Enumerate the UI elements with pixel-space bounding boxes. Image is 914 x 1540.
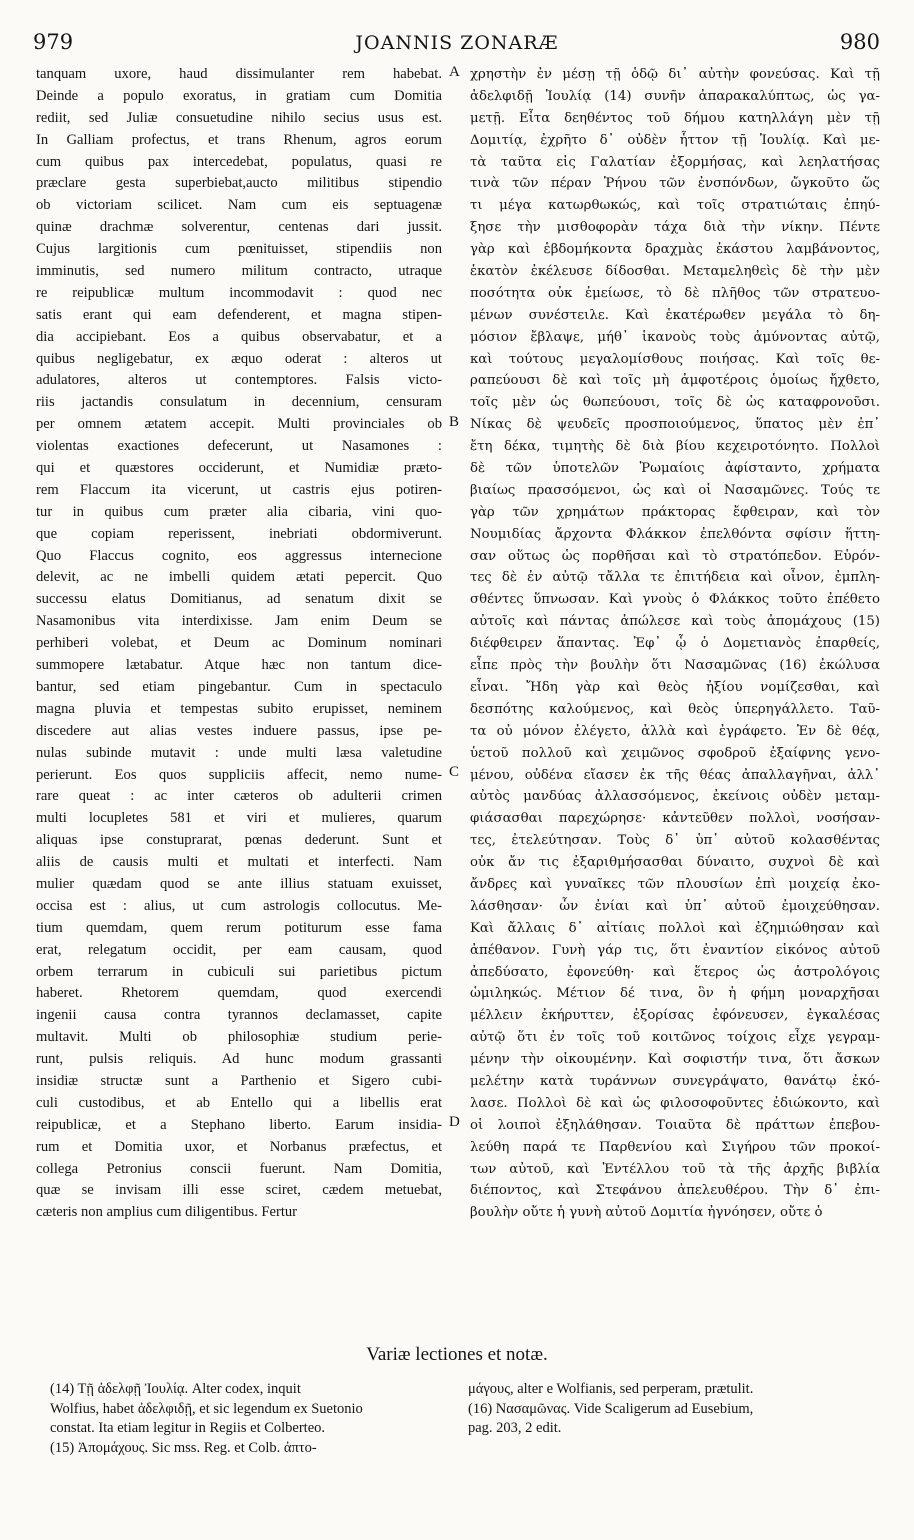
- latin-text-line: riis jactandis consulatum in decennium, censuram: [36, 394, 442, 411]
- greek-text-line: μένων συνέστειλε. Καὶ ἑκατέρωθεν μεγάλα τὸ δη-: [470, 307, 880, 323]
- latin-text-line: delevit, ac ne imbelli quidem ætati pepercit. Quo: [36, 569, 442, 586]
- greek-text-line: μετῇ. Εἶτα δεηθέντος τοῦ δήμου κατηλλάγη μὲν τῇ: [470, 110, 880, 126]
- greek-text-line: τοῖς μὲν ὡς θωπεύουσι, τοῖς δὲ ὡς καταφρονοῦσι.: [470, 395, 880, 411]
- greek-text-line: τι μέγα κατωρθωκώς, καὶ τοῖς στρατιώταις ἐπηύ-: [470, 198, 880, 214]
- latin-text-line: mulier quædam quod se ante illius statuam exuisset,: [36, 875, 442, 892]
- latin-text-line: successu elatus Domitianus, ad senatum dixit se: [36, 591, 442, 608]
- page-number-left: 979: [33, 30, 74, 54]
- notes-right-column: [468, 1380, 888, 1439]
- note-line: μάγους, alter e Wolfianis, sed perperam, prætulit.: [468, 1381, 754, 1397]
- greek-text-line: Καὶ ἄλλαις δ᾽ αἰτίαις πολλοὶ καὶ ἐζημιώθησαν καὶ: [470, 920, 880, 936]
- greek-text-line: καὶ τούτους μεγαλομίσθους ποιήσας. Καὶ τοῖς θε-: [470, 351, 880, 367]
- latin-text-line: insidiæ structæ sunt a Parthenio et Sigero cubi-: [36, 1072, 442, 1089]
- greek-text-line: τὰ ταῦτα εἰς Γαλατίαν ἐξορμήσας, καὶ λεηλατήσας: [470, 154, 880, 170]
- running-title: JOANNIS ZONARÆ: [355, 32, 559, 54]
- greek-text-line: ἀπεδύσατο, ἐφονεύθη· καὶ ἕτερος ὡς ἀστρολόγοις: [470, 964, 880, 980]
- latin-text-line: erat, relegatum occidit, per eam causam, quod: [36, 941, 442, 958]
- greek-text-line: εἶπε πρὸς τὴν βουλὴν ὅτι Νασαμῶνας (16) ἐκώλυσα: [470, 658, 880, 674]
- greek-text-line: διέφθειρεν ἅπαντας. Ἐφ᾽ ᾧ ὁ Δομετιανὸς ἐπαρθείς,: [470, 636, 880, 652]
- greek-text-line: ἑκατὸν ἐκέλευσε δίδοσθαι. Μεταμεληθεὶς δὲ τὴν μὲν: [470, 264, 880, 280]
- latin-text-line: haberet. Rhetorem quemdam, quod exercendi: [36, 985, 442, 1002]
- margin-letter-b: B: [449, 414, 460, 430]
- latin-text-line: collega Petronius conscii fuerunt. Nam Domitia,: [36, 1160, 442, 1177]
- latin-text-line: qui et quæstores occiderunt, et Numidiæ præto-: [36, 460, 442, 477]
- greek-text-line: γὰρ καὶ ἑβδομήκοντα δραχμὰς ἑκάστου λαμβάνοντος,: [470, 242, 880, 258]
- notes-left-column: [50, 1380, 454, 1458]
- greek-text-line: μελέτην κατὰ τυράννων συνεγράψατο, θανάτῳ ἐκό-: [470, 1073, 880, 1089]
- greek-text-line: ραπεύουσι δὲ καὶ τοῖς μὴ ἀμφοτέροις ὁμοίως ἤχθετο,: [470, 373, 880, 389]
- greek-text-line: ξησε τὴν μισθοφορὰν τάχα διὰ τὴν νίκην. Πέντε: [470, 220, 880, 236]
- latin-text-line: nulas subinde mutavit : unde multi læsa valetudine: [36, 744, 442, 761]
- greek-text-line: αὐτὸς μανδύας ἀλλασσόμενος, ἐκείνοις οὐδὲν μεταμ-: [470, 789, 880, 805]
- latin-text-line: Nasamonibus vita interdixisse. Jam enim Deum se: [36, 613, 442, 630]
- latin-text-line: perierunt. Eos quos suppliciis affecit, nemo nume-: [36, 766, 442, 783]
- latin-text-line: quæ se invisam illi esse sciret, cædem metuebat,: [36, 1182, 442, 1199]
- greek-text-line: φιάσασθαι παρεχώρησε· κἀντεῦθεν πολλοὶ, νοσήσαν-: [470, 811, 880, 827]
- page-number-right: 980: [839, 30, 880, 54]
- latin-text-line: orbem terrarum in cubiculi sui parietibus pictum: [36, 963, 442, 980]
- greek-text-line: δὲ τῶν ὑποτελῶν Ῥωμαίοις ἀφίσταντο, χρήματα: [470, 461, 880, 477]
- greek-text-line: βουλὴν οὔτε ἡ γυνὴ αὐτοῦ Δομιτία ἠγνόησεν, οὔτε ὁ: [470, 1205, 823, 1221]
- greek-text-line: Νίκας δὲ ψευδεῖς προσποιούμενος, ὕπατος μὲν ἐπ᾽: [470, 417, 880, 433]
- latin-text-line: reipublicæ, et a Stephano liberto. Earum insidia-: [36, 1116, 442, 1133]
- latin-text-line: multi locupletes 581 et viri et mulieres, quarum: [36, 810, 442, 827]
- margin-letter-c: C: [449, 764, 460, 780]
- margin-letter-a: A: [449, 64, 460, 80]
- greek-text-line: ἔτη δέκα, τιμητὴς δὲ διὰ βίου κεχειροτόνητο. Πολλοὶ: [470, 439, 880, 455]
- greek-text-line: αὐτῷ ὅτι ἐν τοῖς τοῦ κοιτῶνος τοίχοις εἶχε γεγραμ-: [470, 1030, 880, 1046]
- latin-text-line: adulatores, alteros ut contemptores. Falsis victo-: [36, 372, 442, 389]
- latin-text-line: cum quibus pax intercedebat, populatus, quasi re: [36, 153, 442, 170]
- greek-text-line: ἀπέθανον. Γυνὴ γάρ τις, ὅτι ἐναντίον εἰκόνος αὐτοῦ: [470, 942, 880, 958]
- latin-text-line: rare queat : ac inter cæteros ob adulterii crimen: [36, 788, 442, 805]
- greek-text-line: εἶναι. Ἤδη γὰρ καὶ θεὸς ἠξίου νομίζεσθαι, καὶ: [470, 679, 880, 695]
- latin-text-line: occisa est : alius, ut cum astrologis collocutus. Me-: [36, 897, 442, 914]
- latin-text-line: Quo Flaccus cognito, eos aggressus internecione: [36, 547, 442, 564]
- latin-text-line: magna pluvia et tempestas subito erupisset, neminem: [36, 700, 442, 717]
- latin-text-line: rum et Domitia uxor, et Norbanus præfectus, et: [36, 1138, 442, 1155]
- latin-text-line: præclare gesta superbiebat,aucto militibus stipendio: [36, 175, 442, 192]
- greek-text-line: των αὐτοῦ, καὶ Ἐντέλλου τοῦ τὰ τῆς ἀρχῆς βιβλία: [470, 1161, 880, 1177]
- latin-text-line: In Galliam profectus, et trans Rhenum, agros eorum: [36, 131, 442, 148]
- margin-letter-d: D: [449, 1114, 460, 1130]
- latin-text-line: per omnem ætatem accepit. Multi provinciales ob: [36, 416, 442, 433]
- greek-text-line: οἱ λοιποὶ ἐξηλάθησαν. Τοιαῦτα δὲ πράττων ἐπεβου-: [470, 1117, 880, 1133]
- latin-text-line: cæteris non amplius cum diligentibus. Fertur: [36, 1204, 298, 1221]
- greek-text-line: ποσότητα οὐκ ἐμείωσε, τὸ δὲ πλῆθος τῶν στρατευο-: [470, 285, 880, 301]
- greek-text-line: μένην τὴν οἰκουμένην. Καὶ σοφιστήν τινα, ὅτι ἄσκων: [470, 1052, 880, 1068]
- latin-text-line: que copiam reperissent, inebriati obdormiverunt.: [36, 525, 442, 542]
- greek-text-line: σαν οὕτως ὡς πορθῆσαι καὶ τὸ στρατόπεδον. Εὑρόν-: [470, 548, 880, 564]
- latin-text-line: ingenii causa contra tyrannos declamasset, capite: [36, 1007, 442, 1024]
- greek-text-line: ἄνδρες καὶ γυναῖκες τῶν πλουσίων ἐπὶ μοιχείᾳ ἐκο-: [470, 876, 880, 892]
- greek-text-line: Δομιτίᾳ, ἐχρῆτο δ᾽ οὐδὲν ἧττον τῇ Ἰουλίᾳ. Καὶ με-: [470, 132, 880, 148]
- note-line: pag. 203, 2 edit.: [468, 1420, 562, 1436]
- latin-column: [36, 64, 442, 1306]
- greek-text-line: μέλλειν ἐκήρυττεν, ἐξορίσας ἐφόνευσεν, ἐγκαλέσας: [470, 1008, 880, 1024]
- greek-text-line: ὡμιληκώς. Μέτιον δέ τινα, ὃν ἡ φήμη μοναρχῆσαι: [470, 986, 880, 1002]
- greek-text-line: μένου, οὐδένα εἴασεν ἐκ τῆς θέας ἀπαλλαγῆναι, ἀλλ᾽: [470, 767, 880, 783]
- page-header: [0, 30, 914, 60]
- note-line: Wolfius, habet ἀδελφιδῇ, et sic legendum ex Suetonio: [50, 1400, 363, 1417]
- latin-text-line: bantur, sed etiam pingebantur. Cum in spectaculo: [36, 678, 442, 695]
- note-line: (15) Ἀπομάχους. Sic mss. Reg. et Colb. ἀπτο-: [50, 1439, 317, 1456]
- note-line: (14) Τῇ ἀδελφῇ Ἰουλίᾳ. Alter codex, inquit: [50, 1381, 301, 1397]
- latin-text-line: dia accipiebant. Eos a quibus observabatur, et a: [36, 328, 442, 345]
- latin-text-line: aliquas ipse constuprarat, pœnas dederunt. Sunt et: [36, 832, 442, 849]
- latin-text-line: rem Flaccum ita vicerunt, ut castris ejus potiren-: [36, 481, 442, 498]
- greek-text-line: τες, ἐτελεύτησαν. Τοὺς δ᾽ ὑπ᾽ αὐτοῦ κολασθέντας: [470, 833, 880, 849]
- greek-text-line: λάσθησαν· ὧν ἐνίαι καὶ ὑπ᾽ αὐτοῦ ἐμοιχεύθησαν.: [470, 898, 880, 914]
- latin-text-line: tium quemdam, quem rerum potiturum esse fama: [36, 919, 442, 936]
- latin-text-line: rediit, sed Juliæ consuetudine nihilo secius usus est.: [36, 109, 442, 126]
- greek-text-line: ὑετοῦ πολλοῦ καὶ χειμῶνος σφοδροῦ ἐξαίφνης γενο-: [470, 745, 880, 761]
- greek-text-line: λασε. Πολλοὶ δὲ καὶ ὡς φιλοσοφοῦντες ἐδιώκοντο, καὶ: [470, 1095, 880, 1111]
- latin-text-line: re reipublicæ multum incommodavit : quod nec: [36, 284, 442, 301]
- greek-text-line: χρηστὴν ἐν μέσῃ τῇ ὁδῷ δι᾽ αὐτὴν φονεύσας. Καὶ τῇ: [470, 67, 880, 82]
- latin-text-line: Deinde a populo exoratus, in gratiam cum Domitia: [36, 87, 442, 104]
- latin-text-line: perhiberi volebat, et Deum ac Dominum nominari: [36, 635, 442, 652]
- latin-text-line: quibus negligebatur, ex æquo oderat : alteros ut: [36, 350, 442, 367]
- greek-text-line: σθέντες ὕπνωσαν. Καὶ γνοὺς ὁ Φλάκκος τοῦτο ἐπέθετο: [470, 592, 880, 608]
- latin-text-line: quinæ drachmæ solverentur, centenas dari jussit.: [36, 219, 442, 236]
- greek-text-line: τες δὲ ἐν αὐτῷ τἄλλα τε ἐπιτήδεια καὶ οἶνον, ἐμπλη-: [470, 570, 880, 586]
- greek-text-line: οὐκ ἄν τις ἐξαριθμήσασθαι δύναιτο, συχνοὶ δὲ καὶ: [470, 855, 880, 871]
- greek-text-line: βιαίως πρασσόμενοι, ὡς καὶ οἱ Νασαμῶνες. Τούς τε: [470, 482, 880, 498]
- latin-text-line: violentas exactiones defecerunt, ut Nasamones :: [36, 438, 442, 455]
- greek-text-line: αὐτοῖς καὶ πάντας ἀπώλεσε καὶ τοὺς ἀπομάχους (15): [470, 614, 880, 630]
- greek-text-line: Νουμιδίας ἄρχοντα Φλάκκον ἐπελθόντα σφίσιν ἥττη-: [470, 526, 880, 542]
- latin-text-line: tanquam uxore, haud dissimulanter rem habebat.: [36, 66, 442, 82]
- greek-column: [470, 64, 880, 1306]
- latin-text-line: imminutis, sed numero militum contracto, utraque: [36, 263, 442, 280]
- greek-text-line: δεσπότης καλούμενος, καὶ θεὸς ὑπερηγάλλετο. Ταῦ-: [470, 701, 880, 717]
- latin-text-line: tur in quibus cum præter alia cibaria, vini quo-: [36, 503, 442, 520]
- note-line: (16) Νασαμῶνας. Vide Scaligerum ad Eusebium,: [468, 1400, 754, 1417]
- latin-text-line: summopere lætabatur. Atque hæc non tantum dice-: [36, 657, 442, 674]
- greek-text-line: μόσιον ἔβλαψε, μήθ᾽ ἱκανοὺς τοὺς ἀμύνοντας αὐτῷ,: [470, 329, 880, 345]
- latin-text-line: runt, pulsis reliquis. Ad hunc modum grassanti: [36, 1051, 442, 1068]
- latin-text-line: multavit. Multi ob philosophiæ studium perie-: [36, 1029, 442, 1046]
- greek-text-line: λεύθη παρά τε Παρθενίου καὶ Σιγήρου τῶν προκοί-: [470, 1139, 880, 1155]
- greek-text-line: τινὰ τῶν πέραν Ῥήνου τῶν ἐνσπόνδων, ὤγκοῦτο ὥς: [470, 176, 880, 192]
- greek-text-line: γὰρ τῶν χρημάτων πράκτορας ἔφθειραν, καὶ τὸν: [470, 504, 880, 520]
- greek-text-line: διέποντος, καὶ Στεφάνου ἀπελευθέρου. Τὴν δ᾽ ἐπι-: [470, 1183, 880, 1199]
- greek-text-line: ἀδελφιδῇ Ἰουλίᾳ (14) συνῆν ἀπαρακαλύπτως, ὡς γα-: [470, 88, 880, 104]
- latin-text-line: satis erant qui eam defenderent, et magna stipen-: [36, 306, 442, 323]
- latin-text-line: discedere aut alias vestes induere passus, ipse pe-: [36, 722, 442, 739]
- notes-title: Variæ lectiones et notæ.: [366, 1344, 548, 1365]
- greek-text-line: τα οὐ μόνον ἐλέγετο, ἀλλὰ καὶ ἐγράφετο. Ἐν δὲ θέᾳ,: [470, 723, 880, 739]
- latin-text-line: Cujus largitionis cum pœnituisset, stipendiis non: [36, 241, 442, 258]
- latin-text-line: ob victoriam scilicet. Nam cum eis septuagenæ: [36, 197, 442, 214]
- latin-text-line: aliis de causis multi et multati et interfecti. Nam: [36, 854, 442, 871]
- latin-text-line: culi custodibus, et ab Entello qui a libellis erat: [36, 1094, 442, 1111]
- note-line: constat. Ita etiam legitur in Regiis et Colberteo.: [50, 1420, 326, 1436]
